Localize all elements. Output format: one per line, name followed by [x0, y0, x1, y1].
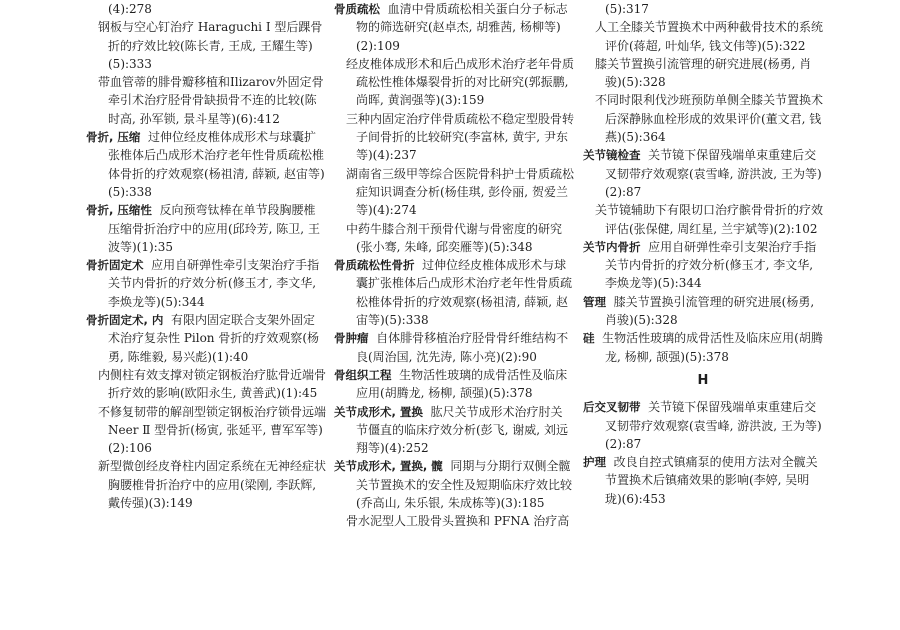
index-entry — [334, 0, 574, 55]
index-entry — [583, 329, 823, 366]
index-entry — [86, 201, 326, 256]
entry-keyword: 骨折固定术, 内 — [86, 313, 164, 328]
index-entry — [86, 457, 326, 512]
index-entry — [583, 238, 823, 293]
section-letter-heading: H — [697, 372, 709, 388]
entry-text: 生物活性玻璃的成骨活性及临床应用(胡腾龙, 杨柳, 颉强)(5):378 — [356, 367, 568, 401]
entry-keyword: 护理 — [583, 455, 606, 470]
entry-keyword: 骨组织工程 — [334, 367, 392, 382]
index-entry — [334, 55, 574, 110]
entry-text: 关节镜下保留残端单束重建后交叉韧带疗效观察(袁雪峰, 游洪波, 王为等)(2):87 — [605, 400, 822, 451]
index-entry — [86, 311, 326, 366]
index-entry — [86, 73, 326, 128]
index-column-middle — [334, 0, 574, 531]
entry-keyword: 骨质疏松性骨折 — [334, 258, 415, 273]
entry-text: 中药牛膝合剂干预骨代谢与骨密度的研究(张小骞, 朱峰, 邱奕雁等)(5):348 — [346, 221, 563, 254]
index-entry — [86, 18, 326, 73]
entry-text: 经皮椎体成形术和后凸成形术治疗老年骨质疏松性椎体爆裂骨折的对比研究(郭振鹏, 尚晖, 黄润强等)(3):159 — [346, 56, 575, 108]
entry-keyword: 关节成形术, 置换 — [334, 404, 423, 419]
entry-text: 三种内固定治疗伴骨质疏松不稳定型股骨转子间骨折的比较研究(李富林, 黄宇, 尹东等)(4):237 — [346, 111, 575, 163]
entry-text: 肱尺关节成形术治疗肘关节僵直的临床疗效分析(彭飞, 谢威, 刘远翔等)(4):252 — [356, 404, 568, 456]
entry-keyword: 关节镜检查 — [583, 148, 641, 163]
entry-keyword: 后交叉韧带 — [583, 400, 641, 415]
entry-text: 骨水泥型人工股骨头置换和 PFNA 治疗高 — [346, 514, 570, 529]
index-entry — [334, 110, 574, 165]
entry-text: 应用自研弹性牵引支架治疗手指关节内骨折的疗效分析(修玉才, 李文华, 李焕龙等)(5):344 — [108, 258, 320, 309]
index-entry — [86, 256, 326, 311]
entry-text: 钢板与空心钉治疗 Haraguchi Ⅰ 型后踝骨折的疗效比较(陈长青, 王成, 王耀生等)(5):333 — [98, 20, 323, 71]
entry-text: 关节镜辅助下有限切口治疗髌骨骨折的疗效评估(张保健, 周红星, 兰宇斌等)(2):102 — [595, 203, 824, 236]
entry-text: 新型微创经皮脊柱内固定系统在无神经症状胸腰椎骨折治疗中的应用(梁刚, 李跃辉, 戴传强)(3):149 — [98, 459, 327, 511]
index-entry — [334, 366, 574, 403]
entry-text: 有限内固定联合支架外固定术治疗复杂性 Pilon 骨折的疗效观察(杨勇, 陈维毅, 易兴彪)(1):40 — [108, 313, 320, 364]
index-column-left — [86, 0, 326, 512]
entry-text: 不修复韧带的解剖型锁定钢板治疗锁骨远端 Neer Ⅱ 型骨折(杨寅, 张延平, 曹军军等)(2):106 — [98, 404, 327, 456]
entry-keyword: 硅 — [583, 331, 595, 346]
index-entry — [334, 165, 574, 220]
entry-keyword: 骨质疏松 — [334, 2, 380, 16]
index-entry — [334, 403, 574, 458]
index-entry — [86, 366, 326, 403]
entry-text: 同期与分期行双侧全髋关节置换术的安全性及短期临床疗效比较(乔高山, 朱乐银, 朱成栋等)(3):185 — [356, 459, 573, 511]
entry-text: 湖南省三级甲等综合医院骨科护士骨质疏松症知识调查分析(杨佳琪, 彭伶丽, 贺爱兰等)(4):274 — [346, 166, 575, 218]
entry-keyword: 管理 — [583, 294, 606, 309]
entry-text: 过伸位经皮椎体成形术与球囊扩张椎体后凸成形术治疗老年性骨质疏松椎体骨折的疗效观察(杨祖清, 薛颖, 赵宙等)(5):338 — [108, 130, 325, 199]
entry-text: 人工全膝关节置换术中两种截骨技术的系统评价(蒋超, 叶灿华, 钱文伟等)(5):322 — [595, 20, 824, 53]
entry-text: (4):278 — [108, 2, 152, 16]
index-entry — [334, 512, 574, 530]
index-entry — [86, 128, 326, 201]
index-entry — [86, 403, 326, 458]
index-entry — [583, 91, 823, 146]
entry-text: 内侧柱有效支撑对锁定钢板治疗肱骨近端骨折疗效的影响(欧阳永生, 黄善武)(1):45 — [98, 367, 327, 401]
index-entry — [583, 0, 823, 18]
index-entry — [583, 55, 823, 92]
entry-text: 应用自研弹性牵引支架治疗手指关节内骨折的疗效分析(修玉才, 李文华, 李焕龙等)(5):344 — [605, 239, 817, 291]
entry-text: 生物活性玻璃的成骨活性及临床应用(胡腾龙, 杨柳, 颉强)(5):378 — [602, 331, 823, 364]
entry-keyword: 骨肿瘤 — [334, 331, 369, 346]
entry-keyword: 骨折, 压缩性 — [86, 203, 152, 218]
entry-keyword: 关节内骨折 — [583, 239, 641, 254]
index-entry — [86, 0, 326, 18]
entry-text: 自体腓骨移植治疗胫骨骨纤维结构不良(周治国, 沈先涛, 陈小亮)(2):90 — [356, 331, 569, 364]
index-entry — [334, 457, 574, 512]
entry-keyword: 骨折, 压缩 — [86, 130, 141, 145]
entry-text: 血清中骨质疏松相关蛋白分子标志物的筛选研究(赵卓杰, 胡雅茜, 杨柳等)(2):109 — [356, 2, 568, 53]
entry-text: 不同时限利伐沙班预防单侧全膝关节置换术后深静脉血栓形成的效果评价(董文君, 钱燕)(5):364 — [595, 93, 824, 145]
entry-keyword: 骨折固定术 — [86, 258, 144, 273]
index-entry — [334, 256, 574, 329]
index-column-right — [583, 0, 823, 508]
index-entry — [583, 18, 823, 55]
entry-keyword: 关节成形术, 置换, 髋 — [334, 459, 443, 474]
entry-text: 反向预弯钛棒在单节段胸腰椎压缩骨折治疗中的应用(邱玲芳, 陈卫, 王波等)(1):35 — [108, 203, 320, 254]
index-entry — [583, 453, 823, 508]
entry-text: 带血管蒂的腓骨瓣移植和Ilizarov外固定骨牵引术治疗胫骨骨缺损骨不连的比较(陈时高, 孙军锁, 景斗星等)(6):412 — [98, 75, 324, 126]
index-entry — [583, 293, 823, 330]
entry-text: 关节镜下保留残端单束重建后交叉韧带疗效观察(袁雪峰, 游洪波, 王为等)(2):87 — [605, 148, 822, 199]
index-entry — [583, 398, 823, 453]
entry-text: 膝关节置换引流管理的研究进展(杨勇, 肖骏)(5):328 — [595, 56, 812, 90]
entry-text: 过伸位经皮椎体成形术与球囊扩张椎体后凸成形术治疗老年性骨质疏松椎体骨折的疗效观察(杨祖清, 薛颖, 赵宙等)(5):338 — [356, 258, 573, 328]
entry-text: 膝关节置换引流管理的研究进展(杨勇, 肖骏)(5):328 — [605, 294, 815, 328]
index-entry — [583, 201, 823, 238]
index-entry — [334, 220, 574, 257]
entry-text: (5):317 — [605, 2, 649, 16]
index-entry — [583, 146, 823, 201]
entry-text: 改良自控式镇痛泵的使用方法对全髋关节置换术后镇痛效果的影响(李婷, 吴明珑)(6):453 — [605, 455, 818, 506]
index-entry — [334, 329, 574, 366]
